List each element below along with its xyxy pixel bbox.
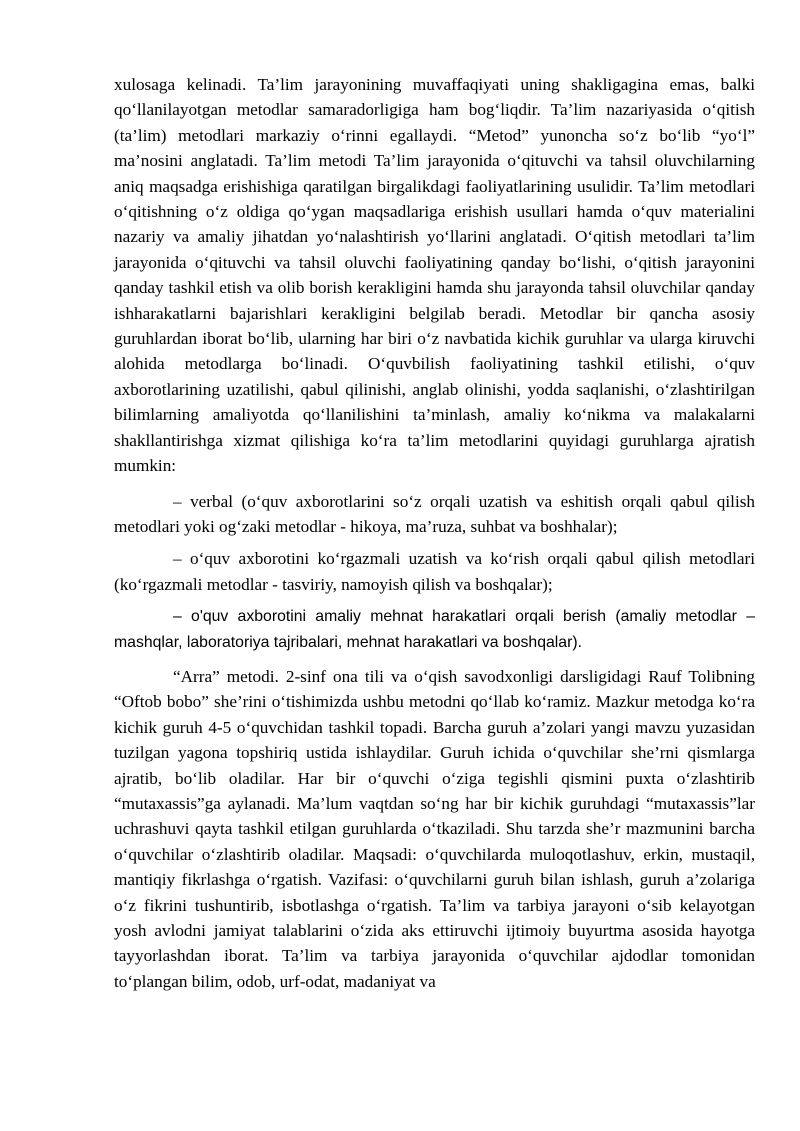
arra-method-paragraph: “Arra” metodi. 2-sinf ona tili va o‘qish savodxonligi darsligidagi Rauf Tolibning “Oftob bobo” she’rini o‘tishimizda ushbu metodni qo‘llab ko‘ramiz. Mazkur metodga ko‘ra kichik guruh 4-5 o‘quvchidan tashkil topadi. Barcha guruh a’zolari yangi mavzu yuzasidan tuzilgan yagona topshiriq ustida ishlaydilar. Guruh ichida o‘quvchilar she’rni qismlarga ajratib, bo‘lib oladilar. Har bir o‘quvchi o‘ziga tegishli qismini puxta o‘zlashtirib “mutaxassis”ga aylanadi. Ma’lum vaqtdan so‘ng har bir kichik guruhdagi “mutaxassis”lar uchrashuvi qayta tashkil etilgan guruhlarda o‘tkaziladi. Shu tarzda she’r mazmunini barcha o‘quvchilar o‘zlashtirib oladilar. Maqsadi: o‘quvchilarda muloqotlashuv, erkin, mustaqil, mantiqiy fikrlashga o‘rgatish. Vazifasi: o‘quvchilarni guruh bilan ishlash, guruh a’zolariga o‘z fikrini tushuntirib, isbotlashga o‘rgatish. Ta’lim va tarbiya jarayoni o‘sib kelayotgan yosh avlodni jamiyat talablarini o‘zida aks ettiruvchi ijtimoiy buyurtma asosida hayotga tayyorlashdan iborat. Ta’lim va tarbiya jarayonida o‘quvchilar ajdodlar tomonidan to‘plangan bilim, odob, urf-odat, madaniyat va	[114, 666, 755, 991]
method-list-item-visual: – o‘quv axborotini ko‘rgazmali uzatish va ko‘rish orqali qabul qilish metodlari (ko‘rgazmali metodlar - tasviriy, namoyish qilish va boshqalar);	[114, 549, 755, 594]
method-list-item-practical: – o'quv axborotini amaliy mehnat harakatlari orqali berish (amaliy metodlar – mashqlar, laboratoriya tajribalari, mehnat harakatlari va boshqalar).	[114, 608, 755, 651]
intro-paragraph: xulosaga kelinadi. Ta’lim jarayonining muvaffaqiyati uning shakligagina emas, balki qo‘llanilayotgan metodlar samaradorligiga ham bog‘liqdir. Ta’lim nazariyasida o‘qitish (ta’lim) metodlari markaziy o‘rinni egallaydi. “Metod” yunoncha so‘z bo‘lib “yo‘l” ma’nosini anglatadi. Ta’lim metodi Ta’lim jarayonida o‘qituvchi va tahsil oluvchilarning aniq maqsadga erishishiga qaratilgan birgalikdagi faoliyatlarining usulidir. Ta’lim metodlari o‘qitishning o‘z oldiga qo‘ygan maqsadlariga erishish usullari hamda o‘quv materialini nazariy va amaliy jihatdan yo‘nalashtirish yo‘llarini anglatadi. O‘qitish metodlari ta’lim jarayonida o‘qituvchi va tahsil oluvchi faoliyatining qanday bo‘lishi, o‘qitish jarayonini qanday tashkil etish va olib borish kerakligini hamda shu jarayonda tahsil oluvchilar qanday ishharakatlarni bajarishlari kerakligini belgilab beradi. Metodlar bir qancha asosiy guruhlardan iborat bo‘lib, ularning har biri o‘z navbatida kichik guruhlar va ularga kiruvchi alohida metodlarga bo‘linadi. O‘quvbilish faoliyatining tashkil etilishi, o‘quv axborotlarining uzatilishi, qabul qilinishi, anglab olinishi, yodda saqlanishi, o‘zlashtirilgan bilimlarning amaliyotda qo‘llanilishini ta’minlash, amaliy ko‘nikma va malakalarni shakllantirishga xizmat qilishiga ko‘ra ta’lim metodlarini quyidagi guruhlarga ajratish mumkin:	[114, 75, 755, 476]
document-page	[114, 72, 755, 994]
method-list-item-verbal: – verbal (o‘quv axborotlarini so‘z orqali uzatish va eshitish orqali qabul qilish metodlari yoki og‘zaki metodlar - hikoya, ma’ruza, suhbat va boshhalar);	[114, 491, 755, 536]
